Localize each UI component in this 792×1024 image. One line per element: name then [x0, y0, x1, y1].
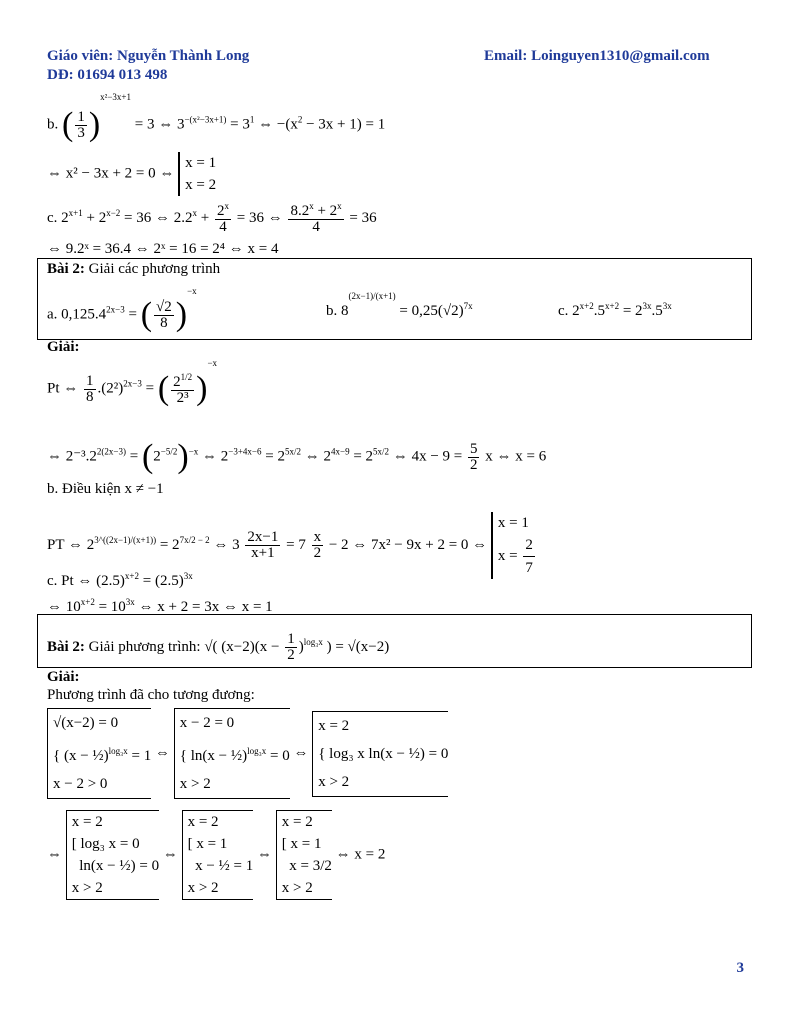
email: Email: Loinguyen1310@gmail.com: [484, 48, 710, 64]
eq-c-line2: ⇔ 9.2ˣ = 36.4 ⇔ 2ˣ = 16 = 2⁴ ⇔ x = 4: [47, 241, 279, 257]
label-b: b.: [47, 116, 59, 133]
paren: (: [62, 106, 74, 143]
bai-label: Bài 2:: [47, 261, 85, 277]
case: x =: [497, 547, 518, 564]
system-1: √(x−2) = 0 { (x − ½)$^{log_3x}$ = 1 x − 2 > 0 ⇔ x − 2 = 0 { ln(x − ½)$^{log_3x}$ = 0 x > 2 ⇔ x = 2 { log₃ x ln(x − ½) = 0 x > 2: [47, 708, 448, 799]
case: x = 1: [185, 155, 217, 171]
eq-text: ⇔ 10: [47, 599, 81, 615]
eq-c-line1: c. $2^{x+1} + 2^{x-2} = 36$ ⇔ $2.2^x$ + $\frac{2^x}{4}$ = 36 ⇔ $\frac{8.2^x + 2^x}{4}$ = 36: [47, 201, 377, 235]
bai-text: Giải phương trình:: [88, 638, 201, 655]
phone: DĐ: 01694 013 498: [47, 67, 168, 83]
eq-text: c. Pt ⇔ (2.5): [47, 573, 125, 589]
sol-a-line1: Pt ⇔ $\frac{1}{8}$ $.(2^2)^{2x-3}$ = ( $\frac{2^{1/2}}{\text{2³}}$ )$^{-x}$: [47, 358, 218, 407]
problem-1-title: [47, 262, 220, 277]
problem-1-part-c: c. $2^{x+2}.5^{x+2} = 2^{3x}.5^{3x}$: [558, 301, 672, 319]
solution-label: Giải:: [47, 339, 80, 355]
eq-text: = 7: [286, 536, 306, 553]
eq-text: x ⇔ x = 6: [485, 448, 547, 465]
paren: ): [88, 106, 101, 143]
sol-a-line2: ⇔ $2^{-3}.2^{2(2x-3)} = (2^{-5/2})^{-x}$ ⇔ $2^{-3+4x-6} = 2^{5x/2}$ ⇔ $2^{4x-9} = 2^{5x/2}$ ⇔ 4x − 9 = $\frac{5}{2}$ x ⇔ x = 6: [47, 438, 547, 475]
eq-text: = 36 ⇔: [236, 209, 283, 226]
eq-text: ⇔ x² − 3x + 2 = 0 ⇔: [47, 165, 175, 182]
eq-text: ⇔ −(x: [258, 116, 298, 133]
eq-text: − 3x + 1) = 1: [306, 116, 386, 133]
sol-b-line: PT ⇔ $2^{3\^{}((2x-1)/(x+1))} = 2^{7x/2 - 2}$ ⇔ 3 $\frac{2x-1}{x+1}$ = 7 $\frac{x}{2}$ − 2 ⇔ 7x² − 9x + 2 = 0 ⇔ x = 1 x = $\frac{2}{7}$: [47, 512, 537, 579]
eq-text: ⇔ 2⁻³.2: [47, 448, 97, 465]
part-b: b. 8: [326, 303, 349, 319]
eq-b-line1: b. ( $\frac{1}{3}$ )$^{x^2-3x+1}$ = 3 ⇔ $3^{-(x^2-3x+1)} = 3^1$ ⇔ $-(x^2 - 3x + 1) = 1$: [47, 92, 386, 143]
frac: $\frac{2^x}{4}$: [216, 201, 229, 235]
part-a: a. 0,125.4: [47, 306, 107, 323]
system-2: ⇔ x = 2 [ log₃ x = 0 ln(x − ½) = 0 x > 2 ⇔ x = 2 [ x = 1 x − ½ = 1 x > 2 ⇔ x = 2 [ x = 1 x = 3/2 x > 2 ⇔ x = 2: [47, 810, 385, 900]
teacher-name: Giáo viên: Nguyễn Thành Long: [47, 48, 250, 64]
eq-text: ⇔ 3: [213, 536, 240, 553]
part-c: c. 2: [558, 303, 580, 319]
equiv-text: Phương trình đã cho tương đương:: [47, 687, 255, 703]
eq-text: = 10: [98, 599, 126, 615]
sol-b-condition: b. Điều kiện x ≠ −1: [47, 481, 164, 497]
eq-text: = 0,25: [399, 303, 438, 319]
case: x = 2: [185, 177, 217, 193]
sol-c-line1: c. Pt ⇔ $(2.5)^{x+2} = (2.5)^{3x}$: [47, 571, 193, 589]
problem-2: Bài 2: Giải phương trình: √( (x−2)(x − $\frac{1}{2}$ )$^{log_3x}$ ) = √(x−2): [47, 631, 390, 663]
eq-text: = 36 ⇔ 2.2: [124, 209, 193, 226]
case-bracket: [178, 152, 216, 196]
bai-label: Bài 2:: [47, 638, 85, 655]
problem-1-parts: a. $0,125.4^{2x-3}$ = ( $\frac{√2}{8}$ )$^{-x}$: [47, 286, 197, 333]
exp: x²−3x+1: [100, 92, 132, 103]
eq-b-line2: [47, 152, 216, 196]
eq-text: + 2: [86, 209, 107, 226]
sol-c-line2: ⇔ $10^{x+2} = 10^{3x}$ ⇔ x + 2 = 3x ⇔ x = 1: [47, 597, 273, 615]
eq-text: − 2 ⇔ 7x² − 9x + 2 = 0 ⇔: [328, 536, 488, 553]
label-c: c.: [47, 209, 58, 226]
eq-text: ⇔ x + 2 = 3x ⇔ x = 1: [138, 599, 273, 615]
case: x = 1: [497, 515, 529, 531]
eq-text: = 3: [230, 116, 250, 133]
final-result: ⇔ x = 2: [335, 846, 386, 863]
solution-label-2: Giải:: [47, 669, 80, 685]
frac-1-3: $\frac{1}{3}$: [77, 108, 85, 141]
eq-text: = 36: [349, 209, 377, 226]
bai-text: Giải các phương trình: [88, 261, 221, 277]
case-bracket: x = 1 x = $\frac{2}{7}$: [491, 512, 537, 579]
eq-text: PT ⇔ 2: [47, 537, 95, 553]
eq-text: = (2.5): [142, 573, 184, 589]
frac: $\frac{8.2^x + 2^x}{4}$: [290, 201, 342, 235]
eq-text: = 3 ⇔ 3: [134, 116, 185, 133]
page-number: 3: [736, 960, 744, 976]
eq-text: 2: [61, 209, 69, 226]
problem-1-part-b: b. $8^{(2x-1)/(x+1)} = 0,25(√2)^{7x}$: [326, 291, 473, 319]
eq-text: Pt ⇔: [47, 380, 79, 397]
eq-text: ⇔ 4x − 9 =: [392, 448, 463, 465]
